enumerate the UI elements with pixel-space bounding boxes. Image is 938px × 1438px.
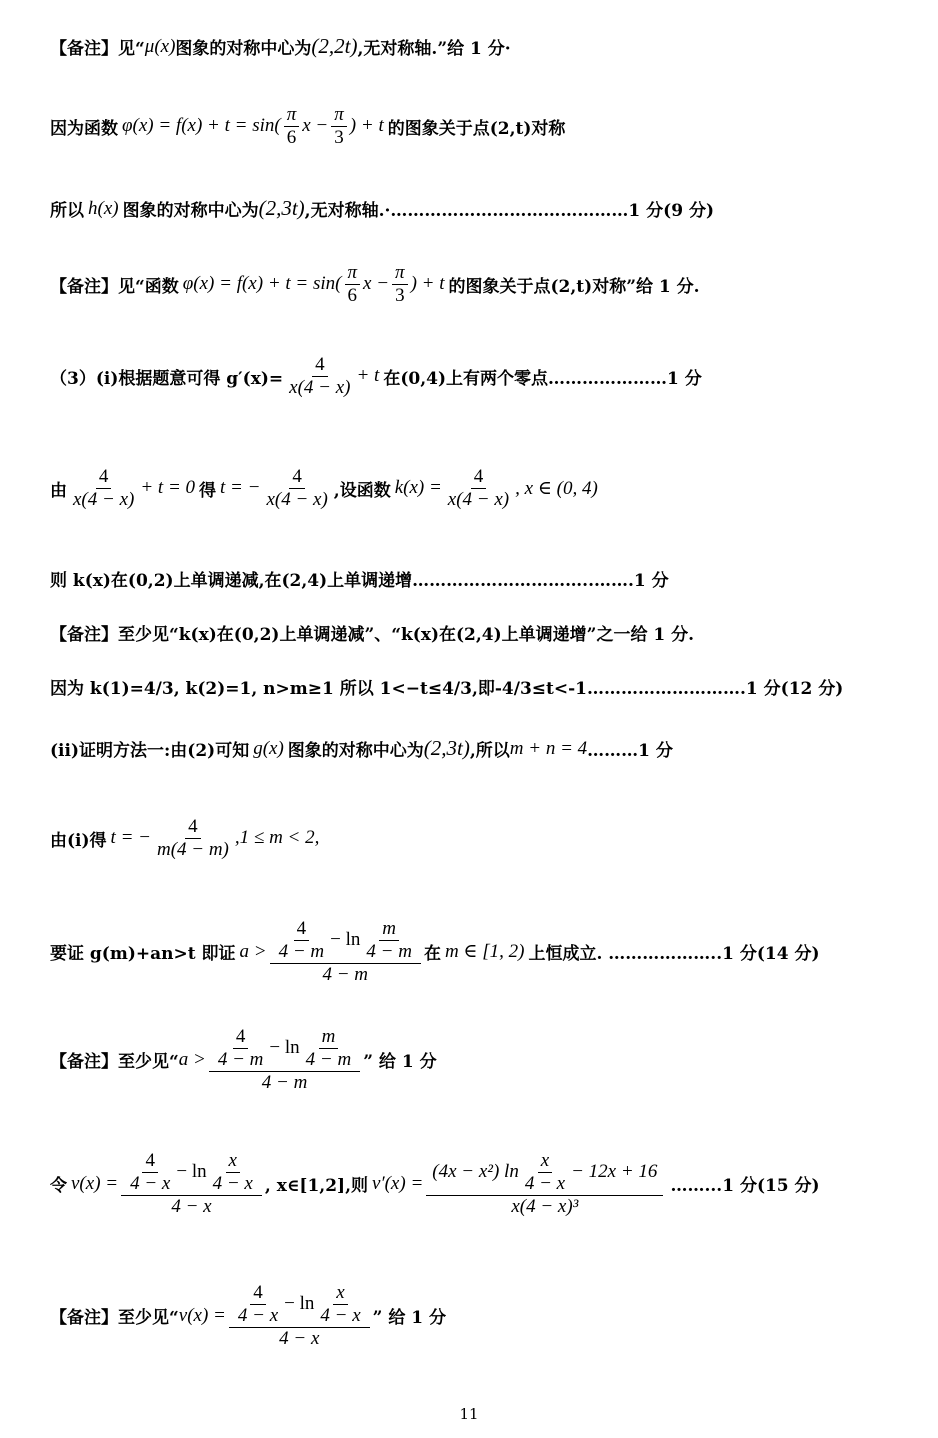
text-line-2 — [50, 104, 565, 149]
remark-label: 【备注】至少见“ — [50, 1052, 179, 1073]
fraction: $\frac{4}{x(4 - x)}$ — [73, 466, 135, 510]
text-line-7 — [50, 566, 669, 591]
text-segment: ,无对称轴.”给 1 分· — [357, 39, 511, 59]
text-segment: （3）(i)根据题意可得 g′(x)= — [50, 368, 284, 389]
fraction: $\frac{4}{m(4 - m)}$ — [156, 816, 229, 860]
text-line-9 — [50, 674, 843, 699]
text-line-3 — [50, 196, 714, 221]
text-segment: ,设函数 — [333, 480, 391, 501]
math-expression: t = − — [110, 827, 151, 849]
text-segment: 的图象关于点(2,t)对称 — [387, 118, 566, 139]
math-expression: ) + t — [349, 115, 384, 137]
text-segment: ” 给 1 分 — [372, 1308, 447, 1329]
remark-label: 【备注】至少见“ — [50, 1308, 179, 1329]
remark-label: 【备注】见“函数 — [50, 276, 179, 297]
text-segment: 上恒成立. ………………..1 分(14 分) — [528, 944, 820, 965]
math-expression: ,1 ≤ m < 2, — [234, 827, 320, 849]
compound-fraction: $\frac{4}{4 - m}$ − ln $\frac{m}{4 - m}$ 4 − m — [270, 918, 421, 986]
math-expression: , x ∈ (0, 4) — [515, 477, 598, 499]
text-segment: 在 — [423, 944, 441, 965]
text-line-6 — [50, 466, 598, 511]
math-expression: x − — [363, 273, 390, 295]
text-segment: 得 — [199, 480, 217, 501]
text-segment: 由 — [50, 480, 67, 501]
text-line-11 — [50, 816, 319, 861]
text-segment: , x∈[1,2],则 — [264, 1176, 369, 1197]
math-expression: x − — [302, 115, 329, 137]
math-function: μ(x) — [144, 35, 176, 57]
fraction: $\frac{4}{x(4 - x)}$ — [447, 466, 510, 510]
math-expression: k(x) = — [394, 477, 442, 499]
math-expression: a > — [239, 940, 267, 962]
fraction: $\frac{\pi}{6}$ — [284, 104, 300, 149]
text-segment: 的图象关于点(2,t)对称”给 1 分. — [448, 276, 700, 297]
text-segment: 令 — [50, 1176, 67, 1197]
math-function: h(x) — [88, 197, 119, 219]
math-expression: a > — [178, 1048, 206, 1070]
math-expression: φ(x) = f(x) + t = sin( — [182, 273, 342, 295]
math-function: g(x) — [253, 737, 284, 759]
text-segment: ,所以 — [469, 741, 510, 761]
remark-line-8 — [50, 620, 694, 645]
math-point: (2,3t) — [423, 736, 470, 760]
math-expression: t = − — [220, 477, 261, 499]
text-line-12 — [50, 918, 820, 986]
text-segment: ………1 分 — [587, 741, 673, 761]
text-segment: 所以 — [50, 201, 84, 221]
text-line-10 — [50, 736, 673, 761]
remark-label: 【备注】见“ — [50, 39, 145, 59]
text-segment: 因为 k(1)=4/3, k(2)=1, n>m≥1 所以 1<−t≤4/3,即-4/3≤t<-1……………………….1 分(12 分) — [50, 679, 844, 699]
text-segment: 在(0,4)上有两个零点…………………1 分 — [383, 368, 702, 389]
fraction: $\frac{4}{x(4 - x)}$ — [289, 354, 351, 398]
compound-fraction: $\frac{4}{4 - x}$ − ln $\frac{x}{4 - x}$ 4 − x — [121, 1150, 262, 1218]
math-point: (2,3t) — [258, 196, 305, 220]
text-segment: 则 k(x)在(0,2)上单调递减,在(2,4)上单调递增…………………………..…….1 分 — [50, 571, 669, 591]
page-number: 11 — [459, 1405, 479, 1423]
text-segment: 要证 g(m)+an>t 即证 — [50, 944, 236, 965]
fraction: $\frac{4}{x(4 - x)}$ — [266, 466, 328, 510]
fraction: $\frac{\pi}{3}$ — [392, 262, 408, 307]
math-expression: + t = 0 — [140, 477, 196, 499]
compound-fraction: $\frac{4}{4 - m}$ − ln $\frac{m}{4 - m}$ 4 − m — [209, 1026, 360, 1094]
compound-fraction: (4x − x²) ln $\frac{x}{4 - x}$ − 12x + 16 x(4 − x)³ — [426, 1150, 663, 1218]
text-segment: 【备注】至少见“k(x)在(0,2)上单调递减”、“k(x)在(2,4)上单调递增”之一给 1 分. — [50, 625, 695, 645]
math-expression: v(x) = — [178, 1304, 226, 1326]
math-expression: v′(x) = — [372, 1172, 424, 1194]
math-expression: ) + t — [410, 273, 445, 295]
text-segment: 图象的对称中心为 — [175, 39, 312, 59]
remark-line-1 — [50, 34, 511, 59]
math-point: (2,2t) — [311, 34, 358, 58]
math-expression: φ(x) = f(x) + t = sin( — [122, 115, 281, 137]
text-segment: ,无对称轴.·……………………………………1 分(9 分) — [304, 201, 715, 221]
text-segment: 图象的对称中心为 — [122, 201, 259, 221]
math-expression: + t — [356, 365, 380, 387]
remark-line-15 — [50, 1282, 446, 1350]
text-segment: (ii)证明方法一:由(2)可知 — [50, 741, 250, 761]
text-segment: 图象的对称中心为 — [287, 741, 424, 761]
text-segment: 因为函数 — [50, 118, 118, 139]
remark-line-4 — [50, 262, 700, 307]
remark-line-13 — [50, 1026, 437, 1094]
text-segment: ” 给 1 分 — [363, 1052, 437, 1073]
math-expression: m ∈ [1, 2) — [444, 941, 525, 963]
fraction: $\frac{\pi}{3}$ — [331, 104, 347, 149]
math-expression: m + n = 4 — [509, 737, 588, 759]
text-line-14 — [50, 1150, 820, 1218]
compound-fraction: $\frac{4}{4 - x}$ − ln $\frac{x}{4 - x}$ 4 − x — [229, 1282, 370, 1350]
fraction: $\frac{\pi}{6}$ — [345, 262, 361, 307]
text-segment: ……...1 分(15 分) — [670, 1176, 820, 1197]
math-expression: v(x) = — [71, 1172, 119, 1194]
text-line-5 — [50, 354, 702, 399]
text-segment: 由(i)得 — [50, 830, 107, 851]
